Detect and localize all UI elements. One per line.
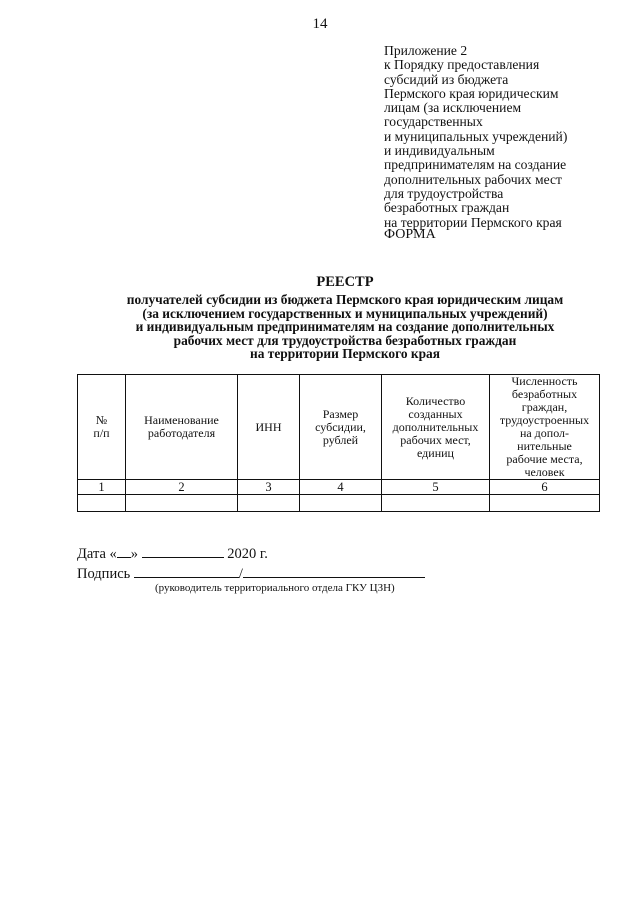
table-cell[interactable]	[382, 495, 490, 512]
document-subtitle	[60, 293, 630, 361]
subtitle-line: (за исключением государственных и муниципальных учреждений)	[142, 305, 548, 321]
appendix-line: Приложение 2	[384, 43, 468, 58]
header-number: № п/п	[78, 375, 126, 480]
signature-blank[interactable]	[134, 564, 239, 578]
appendix-line: к Порядку предоставления	[384, 57, 540, 73]
appendix-line: государственных	[384, 114, 483, 130]
table-cell[interactable]	[490, 495, 600, 512]
table-cell[interactable]	[78, 495, 126, 512]
column-number: 2	[126, 480, 238, 495]
table-cell[interactable]	[300, 495, 382, 512]
appendix-line: субсидий из бюджета	[384, 71, 509, 87]
day-blank[interactable]	[117, 544, 131, 558]
header-unemployed-hired: Численность безработных граждан, трудоустроенных на допол- нительные рабочие места, человек	[490, 375, 600, 480]
signature-line	[77, 564, 425, 583]
appendix-block	[384, 44, 614, 230]
registry-table	[77, 374, 600, 512]
date-line	[77, 544, 268, 563]
appendix-line: и индивидуальным	[384, 143, 495, 159]
column-number: 3	[238, 480, 300, 495]
date-label: Дата «	[77, 546, 117, 562]
appendix-line: и муниципальных учреждений)	[384, 128, 568, 144]
appendix-line: дополнительных рабочих мест	[384, 171, 562, 187]
appendix-line: лицам (за исключением	[384, 100, 522, 116]
appendix-line: безработных граждан	[384, 200, 510, 216]
form-label: ФОРМА	[384, 227, 436, 242]
subtitle-line: рабочих мест для трудоустройства безработных граждан	[173, 332, 517, 348]
header-inn: ИНН	[238, 375, 300, 480]
table-cell[interactable]	[238, 495, 300, 512]
column-numbering-row	[78, 480, 600, 495]
column-number: 1	[78, 480, 126, 495]
appendix-line: на территории Пермского края	[384, 214, 562, 230]
header-employer-name: Наименование работодателя	[126, 375, 238, 480]
table-cell[interactable]	[126, 495, 238, 512]
signature-label: Подпись	[77, 566, 131, 582]
page-number: 14	[312, 16, 328, 32]
header-jobs-created: Количество созданных дополнительных рабочих мест, единиц	[382, 375, 490, 480]
subtitle-line: получателей субсидии из бюджета Пермского края юридическим лицам	[126, 292, 564, 307]
signature-caption: (руководитель территориального отдела ГКУ ЦЗН)	[155, 582, 395, 594]
subtitle-line: и индивидуальным предпринимателям на создание дополнительных	[135, 319, 555, 335]
appendix-line: Пермского края юридическим	[384, 85, 559, 101]
year-text: 2020 г.	[227, 546, 268, 562]
signature-separator: /	[238, 566, 243, 582]
column-number: 6	[490, 480, 600, 495]
header-subsidy-amount: Размер субсидии, рублей	[300, 375, 382, 480]
column-number: 5	[382, 480, 490, 495]
appendix-line: предпринимателям на создание	[384, 157, 567, 173]
table-row	[78, 495, 600, 512]
date-mid: »	[130, 546, 139, 562]
appendix-line: для трудоустройства	[384, 185, 504, 201]
column-number: 4	[300, 480, 382, 495]
document-title: РЕЕСТР	[316, 274, 374, 290]
month-blank[interactable]	[142, 544, 224, 558]
subtitle-line: на территории Пермского края	[249, 346, 440, 362]
name-blank[interactable]	[243, 564, 425, 578]
